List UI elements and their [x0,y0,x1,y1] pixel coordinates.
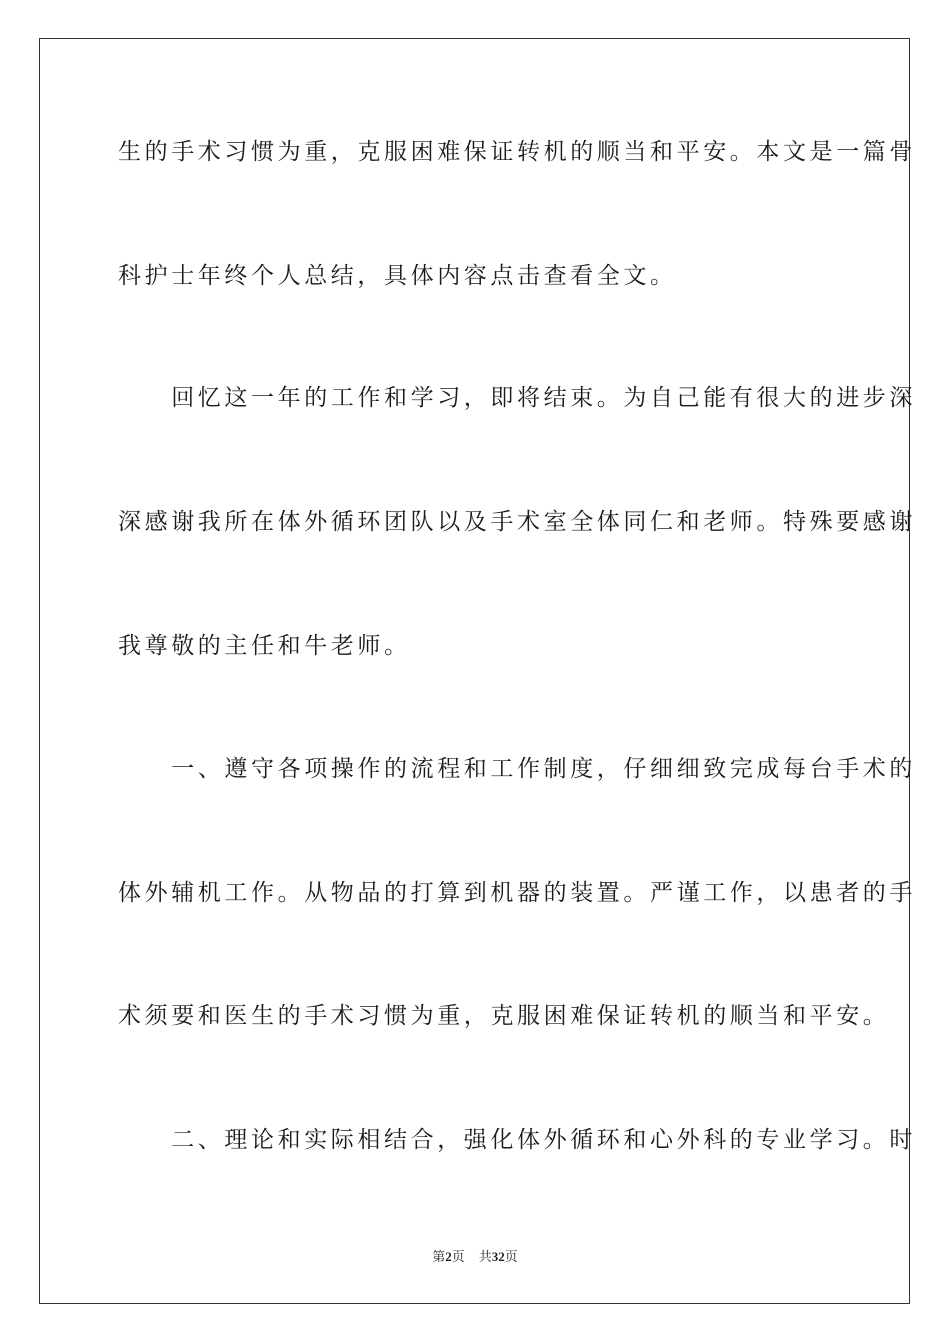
body-line-1: 生的手术习惯为重，克服困难保证转机的顺当和平安。本文是一篇骨 [118,139,916,165]
page-prefix: 第 [432,1250,446,1265]
body-line-7: 体外辅机工作。从物品的打算到机器的装置。严谨工作，以患者的手 [118,880,916,906]
page-number: 2 [445,1249,452,1264]
body-line-5: 我尊敬的主任和牛老师。 [118,633,411,659]
body-line-2: 科护士年终个人总结，具体内容点击查看全文。 [118,263,677,289]
body-line-3: 回忆这一年的工作和学习，即将结束。为自己能有很大的进步深 [118,385,916,411]
body-line-6: 一、遵守各项操作的流程和工作制度，仔细细致完成每台手术的 [118,756,916,782]
body-line-4: 深感谢我所在体外循环团队以及手术室全体同仁和老师。特殊要感谢 [118,509,916,535]
page-border [39,38,916,1304]
body-line-8: 术须要和医生的手术习惯为重，克服困难保证转机的顺当和平安。 [118,1003,890,1029]
total-prefix: 共 [478,1250,492,1265]
total-pages: 32 [491,1249,505,1264]
total-suffix: 页 [504,1250,518,1265]
page-suffix: 页 [451,1250,465,1265]
body-line-9: 二、理论和实际相结合，强化体外循环和心外科的专业学习。时 [118,1127,916,1153]
page-footer [0,1248,950,1267]
